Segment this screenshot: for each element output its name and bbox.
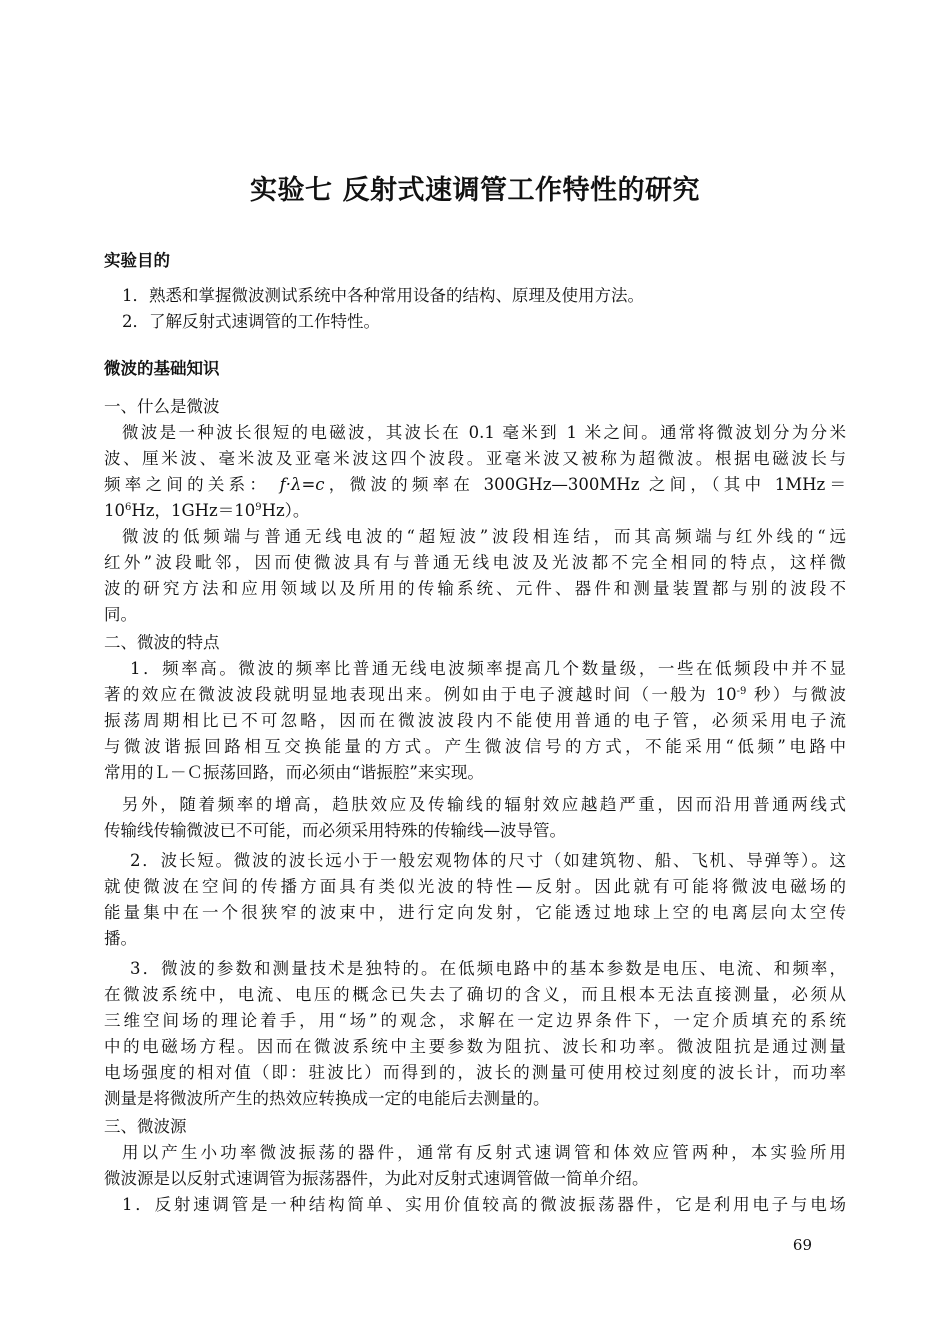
paragraph-line: 播。 [104, 929, 137, 948]
page-number: 69 [792, 1236, 812, 1254]
paragraph-line: 三维空间场的理论着手，用“场”的观念，求解在一定边界条件下，一定介质填充的系统 [104, 1011, 846, 1030]
exponent: 9 [255, 502, 262, 513]
text-run: Hz，1GHz＝10 [131, 501, 256, 520]
paragraph-line: 红外”波段毗邻，因而使微波具有与普通无线电波及光波都不完全相同的特点，这样微 [104, 553, 846, 572]
text-run: ，微波的频率在 300GHz—300MHz 之间，（其中 1MHz＝ [324, 475, 846, 494]
paragraph-line: 常用的Ｌ－Ｃ振荡回路，而必须由“谐振腔”来实现。 [104, 763, 484, 782]
paragraph-line [104, 498, 846, 524]
paragraph-line: 微波源是以反射式速调管为振荡器件，为此对反射式速调管做一简单介绍。 [104, 1169, 649, 1188]
text-run: 著的效应在微波波段就明显地表现出来。例如由于电子渡越时间（一般为 10 [104, 685, 737, 704]
text-run: 频率之间的关系： [104, 475, 271, 494]
exponent: -9 [736, 686, 747, 697]
paragraph-line: 测量是将微波所产生的热效应转换成一定的电能后去测量的。 [104, 1089, 550, 1108]
paragraph-line: 2．波长短。微波的波长远小于一般宏观物体的尺寸（如建筑物、船、飞机、导弹等）。这 [130, 851, 846, 870]
section-heading-objective: 实验目的 [104, 251, 170, 270]
paragraph-line: 1．频率高。微波的频率比普通无线电波频率提高几个数量级，一些在低频段中并不显 [130, 659, 846, 678]
paragraph-line: 3．微波的参数和测量技术是独特的。在低频电路中的基本参数是电压、电流、和频率， [130, 959, 846, 978]
objective-item-1: 1．熟悉和掌握微波测试系统中各种常用设备的结构、原理及使用方法。 [122, 286, 644, 305]
paragraph-line: 波的研究方法和应用领域以及所用的传输系统、元件、器件和测量装置都与别的波段不 [104, 579, 846, 598]
subheading-microwave-source: 三、微波源 [104, 1117, 187, 1136]
paragraph-line: 用以产生小功率微波振荡的器件，通常有反射式速调管和体效应管两种，本实验所用 [122, 1143, 846, 1162]
paragraph-line: 微波是一种波长很短的电磁波，其波长在 0.1 毫米到 1 米之间。通常将微波划分为分米 [122, 423, 846, 442]
paragraph-line: 在微波系统中，电流、电压的概念已失去了确切的含义，而且根本无法直接测量，必须从 [104, 985, 846, 1004]
paragraph-line: 中的电磁场方程。因而在微波系统中主要参数为阻抗、波长和功率。微波阻抗是通过测量 [104, 1037, 846, 1056]
paragraph-line: 波、厘米波、毫米波及亚毫米波这四个波段。亚毫米波又被称为超微波。根据电磁波长与 [104, 449, 846, 468]
page-title: 实验七 反射式速调管工作特性的研究 [250, 175, 700, 206]
text-run: 秒）与微波 [746, 685, 846, 704]
paragraph-line [104, 472, 846, 498]
paragraph-line: 1．反射速调管是一种结构简单、实用价值较高的微波振荡器件，它是利用电子与电场 [122, 1195, 846, 1214]
text-run: Hz）。 [261, 501, 310, 520]
paragraph-line: 能量集中在一个很狭窄的波束中，进行定向发射，它能透过地球上空的电离层向太空传 [104, 903, 846, 922]
paragraph-line: 振荡周期相比已不可忽略，因而在微波波段内不能使用普通的电子管，必须采用电子流 [104, 711, 846, 730]
paragraph-line [104, 682, 846, 708]
objective-item-2: 2．了解反射式速调管的工作特性。 [122, 312, 380, 331]
paragraph-line: 微波的低频端与普通无线电波的“超短波”波段相连结，而其高频端与红外线的“远 [122, 527, 846, 546]
formula: f·λ=c [279, 475, 325, 494]
text-run: 10 [104, 501, 125, 520]
subheading-features: 二、微波的特点 [104, 633, 220, 652]
section-heading-basics: 微波的基础知识 [104, 359, 220, 378]
paragraph-line: 与微波谐振回路相互交换能量的方式。产生微波信号的方式，不能采用“低频”电路中 [104, 737, 846, 756]
paragraph-line: 就使微波在空间的传播方面具有类似光波的特性—反射。因此就有可能将微波电磁场的 [104, 877, 846, 896]
subheading-what-is-microwave: 一、什么是微波 [104, 397, 220, 416]
paragraph-line: 另外，随着频率的增高，趋肤效应及传输线的辐射效应越趋严重，因而沿用普通两线式 [122, 795, 846, 814]
paragraph-line: 同。 [104, 605, 137, 624]
paragraph-line: 传输线传输微波已不可能，而必须采用特殊的传输线—波导管。 [104, 821, 566, 840]
paragraph-line: 电场强度的相对值（即：驻波比）而得到的，波长的测量可使用校过刻度的波长计，而功率 [104, 1063, 846, 1082]
exponent: 6 [125, 502, 132, 513]
